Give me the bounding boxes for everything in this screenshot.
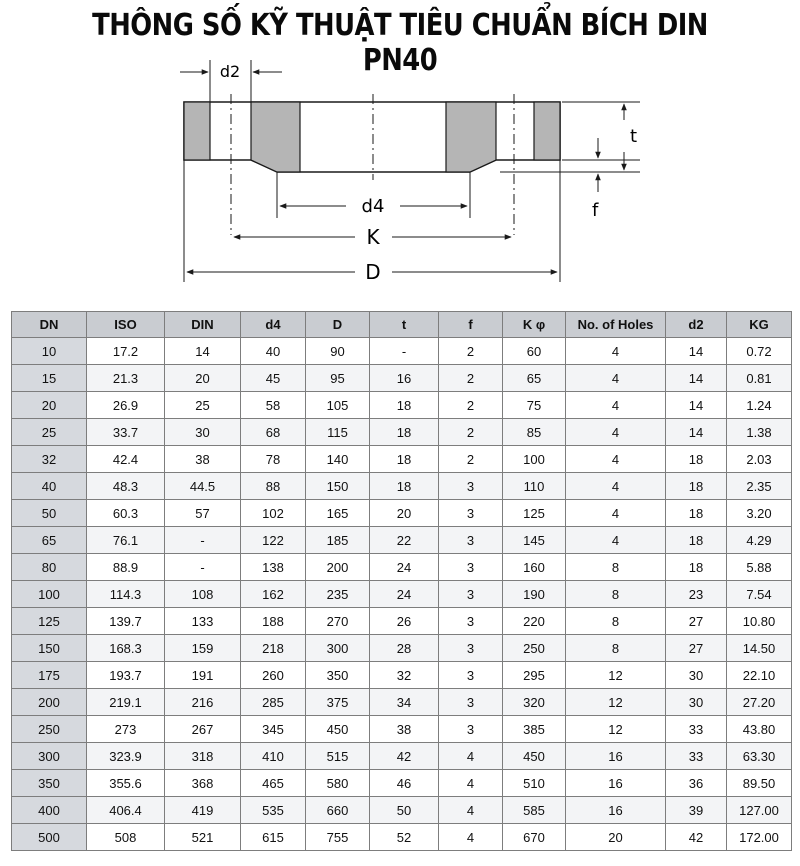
table-cell: 50	[370, 797, 439, 824]
table-body	[12, 338, 792, 851]
table-cell: 1.38	[727, 419, 792, 446]
table-cell: 18	[666, 446, 727, 473]
table-cell: 465	[241, 770, 306, 797]
column-header: d2	[666, 312, 727, 338]
table-cell: 42.4	[87, 446, 165, 473]
table-cell: 52	[370, 824, 439, 851]
table-cell: 18	[666, 527, 727, 554]
table-cell: 660	[306, 797, 370, 824]
table-cell: 1.24	[727, 392, 792, 419]
column-header: DN	[12, 312, 87, 338]
table-cell: 18	[666, 500, 727, 527]
table-cell: 4	[566, 527, 666, 554]
table-cell: 50	[12, 500, 87, 527]
table-cell: 127.00	[727, 797, 792, 824]
table-cell: 20	[370, 500, 439, 527]
table-cell: 172.00	[727, 824, 792, 851]
table-cell: 8	[566, 635, 666, 662]
table-row	[12, 554, 792, 581]
table-cell: 76.1	[87, 527, 165, 554]
table-cell: 4	[566, 473, 666, 500]
table-cell: 2	[439, 365, 503, 392]
table-cell: 60	[503, 338, 566, 365]
table-cell: 150	[12, 635, 87, 662]
table-cell: 139.7	[87, 608, 165, 635]
table-cell: 450	[306, 716, 370, 743]
table-cell: 160	[503, 554, 566, 581]
table-cell: 235	[306, 581, 370, 608]
table-cell: 20	[12, 392, 87, 419]
table-cell: 25	[165, 392, 241, 419]
label-d4: d4	[361, 196, 385, 217]
table-cell: 14	[666, 392, 727, 419]
table-cell: 4	[439, 797, 503, 824]
page-title: THÔNG SỐ KỸ THUẬT TIÊU CHUẨN BÍCH DIN PN40	[92, 8, 708, 78]
table-cell: 2.03	[727, 446, 792, 473]
table-cell: 22.10	[727, 662, 792, 689]
table-cell: 24	[370, 554, 439, 581]
table-cell: 2	[439, 338, 503, 365]
section-right-rim	[534, 102, 560, 160]
table-cell: 285	[241, 689, 306, 716]
table-cell: 60.3	[87, 500, 165, 527]
label-f: f	[592, 200, 599, 221]
table-cell: 68	[241, 419, 306, 446]
table-cell: 30	[165, 419, 241, 446]
table-cell: 23	[666, 581, 727, 608]
table-cell: 267	[165, 716, 241, 743]
table-cell: 419	[165, 797, 241, 824]
table-cell: 138	[241, 554, 306, 581]
table-row	[12, 392, 792, 419]
table-row	[12, 365, 792, 392]
table-cell: 36	[666, 770, 727, 797]
flange-diagram	[0, 50, 800, 295]
table-cell: 450	[503, 743, 566, 770]
table-cell: 12	[566, 716, 666, 743]
table-cell: 3	[439, 716, 503, 743]
table-cell: 16	[566, 797, 666, 824]
table-cell: 21.3	[87, 365, 165, 392]
table-cell: 108	[165, 581, 241, 608]
table-row	[12, 716, 792, 743]
table-cell: 100	[503, 446, 566, 473]
table-cell: 345	[241, 716, 306, 743]
table-cell: 220	[503, 608, 566, 635]
table-cell: 17.2	[87, 338, 165, 365]
table-cell: 200	[306, 554, 370, 581]
table-row	[12, 581, 792, 608]
table-cell: 10.80	[727, 608, 792, 635]
table-row	[12, 797, 792, 824]
table-cell: 250	[12, 716, 87, 743]
table-cell: 300	[12, 743, 87, 770]
table-cell: 150	[306, 473, 370, 500]
table-cell: 38	[165, 446, 241, 473]
table-row	[12, 419, 792, 446]
table-cell: 8	[566, 554, 666, 581]
table-cell: 191	[165, 662, 241, 689]
table-cell: 320	[503, 689, 566, 716]
table-cell: 39	[666, 797, 727, 824]
table-cell: 8	[566, 608, 666, 635]
table-cell: 115	[306, 419, 370, 446]
table-cell: 140	[306, 446, 370, 473]
table-cell: 670	[503, 824, 566, 851]
table-cell: 162	[241, 581, 306, 608]
section-left-rim	[184, 102, 210, 160]
table-cell: 165	[306, 500, 370, 527]
table-cell: 75	[503, 392, 566, 419]
table-cell: 65	[503, 365, 566, 392]
table-cell: 159	[165, 635, 241, 662]
section-left-hub	[251, 102, 300, 172]
table-cell: 15	[12, 365, 87, 392]
table-cell: 85	[503, 419, 566, 446]
table-cell: 3	[439, 635, 503, 662]
table-cell: 38	[370, 716, 439, 743]
table-cell: -	[370, 338, 439, 365]
table-cell: 295	[503, 662, 566, 689]
table-cell: 2	[439, 446, 503, 473]
column-header: K φ	[503, 312, 566, 338]
label-d2: d2	[219, 62, 241, 81]
table-cell: 18	[370, 446, 439, 473]
table-cell: 400	[12, 797, 87, 824]
table-cell: 8	[566, 581, 666, 608]
column-header: f	[439, 312, 503, 338]
table-cell: 24	[370, 581, 439, 608]
table-cell: 5.88	[727, 554, 792, 581]
table-cell: 16	[566, 743, 666, 770]
table-cell: 270	[306, 608, 370, 635]
table-row	[12, 743, 792, 770]
column-header: D	[306, 312, 370, 338]
table-cell: 26	[370, 608, 439, 635]
table-row	[12, 527, 792, 554]
table-cell: 2	[439, 392, 503, 419]
table-cell: 18	[666, 554, 727, 581]
table-cell: 65	[12, 527, 87, 554]
table-cell: 89.50	[727, 770, 792, 797]
table-cell: 168.3	[87, 635, 165, 662]
table-cell: 57	[165, 500, 241, 527]
table-row	[12, 473, 792, 500]
table-cell: 18	[370, 392, 439, 419]
table-cell: 4	[566, 365, 666, 392]
label-t: t	[630, 126, 638, 147]
table-cell: 515	[306, 743, 370, 770]
table-cell: 102	[241, 500, 306, 527]
table-cell: 44.5	[165, 473, 241, 500]
table-cell: 3	[439, 608, 503, 635]
table-cell: 110	[503, 473, 566, 500]
table-cell: 219.1	[87, 689, 165, 716]
table-cell: 27	[666, 635, 727, 662]
table-cell: 43.80	[727, 716, 792, 743]
table-cell: 218	[241, 635, 306, 662]
table-cell: 185	[306, 527, 370, 554]
table-row	[12, 338, 792, 365]
table-cell: 273	[87, 716, 165, 743]
table-cell: 58	[241, 392, 306, 419]
table-cell: 190	[503, 581, 566, 608]
table-cell: 193.7	[87, 662, 165, 689]
table-cell: 20	[165, 365, 241, 392]
table-cell: 30	[666, 662, 727, 689]
table-cell: 95	[306, 365, 370, 392]
table-cell: 4	[566, 500, 666, 527]
table-cell: 30	[666, 689, 727, 716]
table-cell: 14	[666, 338, 727, 365]
table-cell: 3	[439, 689, 503, 716]
table-cell: 34	[370, 689, 439, 716]
table-cell: 125	[503, 500, 566, 527]
table-cell: 318	[165, 743, 241, 770]
column-header: KG	[727, 312, 792, 338]
table-cell: 0.81	[727, 365, 792, 392]
table-cell: 3	[439, 581, 503, 608]
table-cell: 45	[241, 365, 306, 392]
table-cell: 188	[241, 608, 306, 635]
table-cell: 32	[370, 662, 439, 689]
label-K: K	[366, 225, 380, 249]
label-D: D	[365, 260, 381, 284]
table-cell: 33.7	[87, 419, 165, 446]
table-cell: 16	[566, 770, 666, 797]
table-cell: 63.30	[727, 743, 792, 770]
table-cell: 14	[666, 419, 727, 446]
table-cell: 18	[666, 473, 727, 500]
table-cell: 33	[666, 743, 727, 770]
table-cell: 500	[12, 824, 87, 851]
table-cell: 350	[12, 770, 87, 797]
table-cell: 20	[566, 824, 666, 851]
table-cell: 4.29	[727, 527, 792, 554]
table-cell: 125	[12, 608, 87, 635]
table-row	[12, 824, 792, 851]
table-cell: 26.9	[87, 392, 165, 419]
table-cell: 78	[241, 446, 306, 473]
table-cell: 40	[12, 473, 87, 500]
table-cell: 27.20	[727, 689, 792, 716]
table-cell: 4	[566, 392, 666, 419]
table-cell: 46	[370, 770, 439, 797]
table-cell: 755	[306, 824, 370, 851]
table-cell: 25	[12, 419, 87, 446]
table-header-row	[12, 312, 792, 338]
table-cell: 88.9	[87, 554, 165, 581]
section-right-hub	[446, 102, 496, 172]
table-cell: 22	[370, 527, 439, 554]
table-cell: 12	[566, 689, 666, 716]
table-cell: 18	[370, 473, 439, 500]
table-cell: 27	[666, 608, 727, 635]
table-cell: 4	[439, 824, 503, 851]
table-cell: 133	[165, 608, 241, 635]
table-cell: 615	[241, 824, 306, 851]
table-cell: 410	[241, 743, 306, 770]
table-cell: 3	[439, 554, 503, 581]
table-cell: 355.6	[87, 770, 165, 797]
table-cell: 350	[306, 662, 370, 689]
table-cell: 7.54	[727, 581, 792, 608]
table-cell: 510	[503, 770, 566, 797]
table-row	[12, 446, 792, 473]
table-cell: 28	[370, 635, 439, 662]
table-row	[12, 770, 792, 797]
table-cell: 2.35	[727, 473, 792, 500]
table-cell: 14	[165, 338, 241, 365]
table-cell: 40	[241, 338, 306, 365]
table-cell: 3	[439, 473, 503, 500]
table-cell: 4	[566, 446, 666, 473]
table-cell: 122	[241, 527, 306, 554]
table-cell: 90	[306, 338, 370, 365]
table-cell: 4	[439, 770, 503, 797]
table-cell: 323.9	[87, 743, 165, 770]
table-cell: 368	[165, 770, 241, 797]
spec-table	[11, 311, 792, 851]
table-cell: 535	[241, 797, 306, 824]
column-header: d4	[241, 312, 306, 338]
table-cell: 580	[306, 770, 370, 797]
table-row	[12, 689, 792, 716]
table-cell: 105	[306, 392, 370, 419]
table-cell: 175	[12, 662, 87, 689]
table-cell: 42	[666, 824, 727, 851]
table-cell: 32	[12, 446, 87, 473]
table-cell: 14.50	[727, 635, 792, 662]
table-cell: -	[165, 554, 241, 581]
table-cell: 200	[12, 689, 87, 716]
column-header: t	[370, 312, 439, 338]
table-cell: 521	[165, 824, 241, 851]
column-header: DIN	[165, 312, 241, 338]
table-cell: 300	[306, 635, 370, 662]
table-cell: 88	[241, 473, 306, 500]
table-cell: 3.20	[727, 500, 792, 527]
table-row	[12, 500, 792, 527]
table-cell: 100	[12, 581, 87, 608]
table-cell: 250	[503, 635, 566, 662]
table-cell: 3	[439, 662, 503, 689]
table-cell: 33	[666, 716, 727, 743]
table-row	[12, 635, 792, 662]
table-cell: 385	[503, 716, 566, 743]
table-cell: 12	[566, 662, 666, 689]
table-cell: 80	[12, 554, 87, 581]
table-row	[12, 662, 792, 689]
table-cell: 3	[439, 527, 503, 554]
table-cell: 4	[566, 338, 666, 365]
table-cell: 3	[439, 500, 503, 527]
column-header: No. of Holes	[566, 312, 666, 338]
table-cell: 145	[503, 527, 566, 554]
table-cell: 10	[12, 338, 87, 365]
table-cell: 508	[87, 824, 165, 851]
table-cell: 406.4	[87, 797, 165, 824]
table-cell: -	[165, 527, 241, 554]
table-cell: 375	[306, 689, 370, 716]
table-row	[12, 608, 792, 635]
table-cell: 4	[439, 743, 503, 770]
table-cell: 585	[503, 797, 566, 824]
table-cell: 18	[370, 419, 439, 446]
table-cell: 16	[370, 365, 439, 392]
column-header: ISO	[87, 312, 165, 338]
table-cell: 114.3	[87, 581, 165, 608]
table-cell: 14	[666, 365, 727, 392]
table-cell: 0.72	[727, 338, 792, 365]
table-cell: 2	[439, 419, 503, 446]
flange-outline	[184, 102, 560, 172]
table-cell: 216	[165, 689, 241, 716]
table-cell: 48.3	[87, 473, 165, 500]
table-cell: 4	[566, 419, 666, 446]
table-cell: 260	[241, 662, 306, 689]
table-cell: 42	[370, 743, 439, 770]
